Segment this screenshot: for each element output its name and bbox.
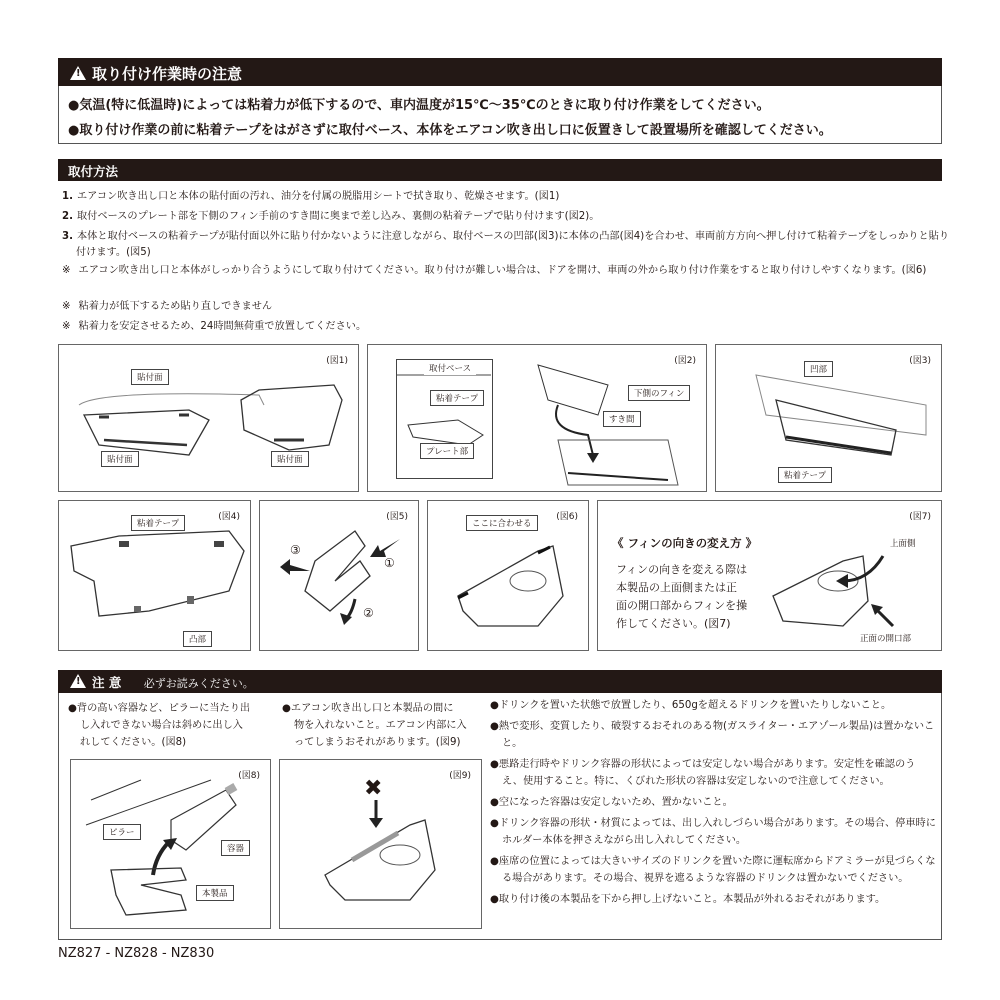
figure-6 — [427, 500, 589, 651]
figure-label: (図2) — [674, 356, 696, 366]
install-caution-line: ●取り付け作業の前に粘着テープをはがさずに取付ベース、本体をエアコン吹き出し口に仮置きして設置場所を確認してください。 — [68, 123, 832, 138]
figure-2 — [367, 344, 707, 492]
figure-label: (図3) — [909, 356, 931, 366]
tag-recess: 凹部 — [804, 361, 833, 377]
method-title: 取付方法 — [68, 164, 119, 179]
tag-adhesion-surface: 貼付面 — [131, 369, 169, 385]
figure-label: (図5) — [386, 512, 408, 522]
tag-adhesion-surface: 貼付面 — [271, 451, 309, 467]
mount-base-illustration — [368, 345, 707, 492]
figure-9 — [279, 759, 482, 929]
fin-body-line: 作してください。(図7) — [616, 617, 731, 630]
tag-pillar: ピラー — [103, 824, 141, 840]
figure-label: (図9) — [449, 771, 471, 781]
tag-container: 容器 — [221, 840, 250, 856]
tag-protrusion: 凸部 — [183, 631, 212, 647]
model-number: NZ827 - NZ828 - NZ830 — [58, 946, 215, 961]
tag-product: 本製品 — [196, 885, 234, 901]
caution-item: ●ドリンク容器の形状・材質によっては、出し入れしづらい場合があります。その場合、停車時にホルダー本体を押さえながら出し入れしてください。 — [490, 818, 936, 846]
figure-label: (図1) — [326, 356, 348, 366]
step-2-marker: ② — [363, 606, 374, 620]
tag-adhesive-tape: 粘着テープ — [778, 467, 832, 483]
caution-item: ●座席の位置によっては大きいサイズのドリンクを置いた際に運転席からドアミラーが見づらくなる場合があります。その場合、視界を遮るような容器のドリンクは置かないでください。 — [490, 856, 936, 884]
figure-label: (図4) — [218, 512, 240, 522]
fin-heading: 《 フィンの向きの変え方 》 — [612, 536, 758, 550]
caution-item: ●ドリンクを置いた状態で放置したり、650gを超えるドリンクを置いたりしないこと。 — [490, 700, 892, 711]
prohibited-mark-icon: ✖ — [364, 776, 383, 801]
tag-front-opening: 正面の開口部 — [860, 634, 912, 644]
fin-body-line: 本製品の上面側または正 — [616, 581, 737, 594]
step-3-marker: ③ — [290, 543, 301, 557]
caution-item: ●空になった容器は安定しないため、置かないこと。 — [490, 797, 733, 808]
figure-7 — [597, 500, 942, 651]
method-note: ※ 粘着力を安定させるため、24時間無荷重で放置してください。 — [62, 321, 367, 332]
warning-icon — [70, 66, 86, 80]
caution-header — [58, 670, 942, 693]
figure-1 — [58, 344, 359, 492]
tag-mount-base: 取付ベース — [424, 361, 476, 375]
fin-body-line: 面の開口部からフィンを操 — [616, 599, 748, 612]
method-note: ※ 粘着力が低下するため貼り直しできません — [62, 301, 273, 312]
figure-label: (図7) — [909, 512, 931, 522]
fin-body-line: フィンの向きを変える際は — [616, 563, 748, 576]
press-steps-illustration — [260, 501, 419, 651]
warning-icon — [70, 674, 86, 688]
tag-adhesion-surface: 貼付面 — [101, 451, 139, 467]
figure-label: (図6) — [556, 512, 578, 522]
method-header — [58, 159, 942, 181]
method-step: 1. エアコン吹き出し口と本体の貼付面の汚れ、油分を付属の脱脂用シートで拭き取り、乾燥させます。(図1) — [62, 191, 560, 202]
caution-item: ●熱で変形、変質したり、破裂するおそれのある物(ガスライター・エアゾール製品)は置かないこと。 — [490, 721, 935, 749]
caution-subtitle: 必ずお読みください。 — [143, 677, 254, 690]
install-caution-header — [58, 58, 942, 86]
tag-plate-part: プレート部 — [420, 443, 474, 459]
tag-top-side: 上面側 — [890, 539, 916, 549]
figure-3 — [715, 344, 942, 492]
tag-align-here: ここに合わせる — [466, 515, 538, 531]
install-caution-title: 取り付け作業時の注意 — [92, 65, 243, 83]
step-1-marker: ① — [384, 556, 395, 570]
caution-title: 注 意 — [92, 675, 122, 690]
caution-mid-text: ●エアコン吹き出し口と本製品の間に 物を入れないこと。エアコン内部に入 ってしまうおそれがあります。(図9) — [282, 703, 467, 748]
tag-lower-fin: 下側のフィン — [628, 385, 690, 401]
caution-left-text: ●背の高い容器など、ピラーに当たり出 し入れできない場合は斜めに出し入 れしてください。(図8) — [68, 703, 251, 748]
figure-label: (図8) — [238, 771, 260, 781]
figure-8 — [70, 759, 271, 929]
caution-item: ●悪路走行時やドリンク容器の形状によっては安定しない場合があります。安定性を確認のうえ、使用すること。特に、くびれた形状の容器は安定しないので注意してください。 — [490, 759, 916, 787]
figure-4 — [58, 500, 251, 651]
method-note: ※ エアコン吹き出し口と本体がしっかり合うようにして取り付けてください。取り付けが難しい場合は、ドアを開け、車両の外から取り付け作業をすると取り付けしやすくなります。(図6) — [62, 265, 927, 276]
vent-illustration — [59, 345, 359, 492]
caution-right-list — [490, 697, 936, 912]
tag-gap: すき間 — [603, 411, 641, 427]
method-step: 2. 取付ベースのプレート部を下側のフィン手前のすき間に奥まで差し込み、裏側の粘着テープで貼り付けます(図2)。 — [62, 211, 600, 222]
caution-item: ●取り付け後の本製品を下から押し上げないこと。本製品が外れるおそれがあります。 — [490, 894, 886, 905]
figure-5 — [259, 500, 419, 651]
tag-adhesive-tape: 粘着テープ — [430, 390, 484, 406]
install-caution-line: ●気温(特に低温時)によっては粘着力が低下するので、車内温度が15℃〜35℃のときに取り付け作業をしてください。 — [68, 98, 770, 113]
method-step: 3. 本体と取付ベースの粘着テープが貼付面以外に貼り付かないように注意しながら、取付ベースの凹部(図3)に本体の凸部(図4)を合わせ、車両前方方向へ押し付けて粘着テープをしっかりと貼り付けます。(図5) — [62, 231, 950, 258]
tag-adhesive-tape: 粘着テープ — [131, 515, 185, 531]
